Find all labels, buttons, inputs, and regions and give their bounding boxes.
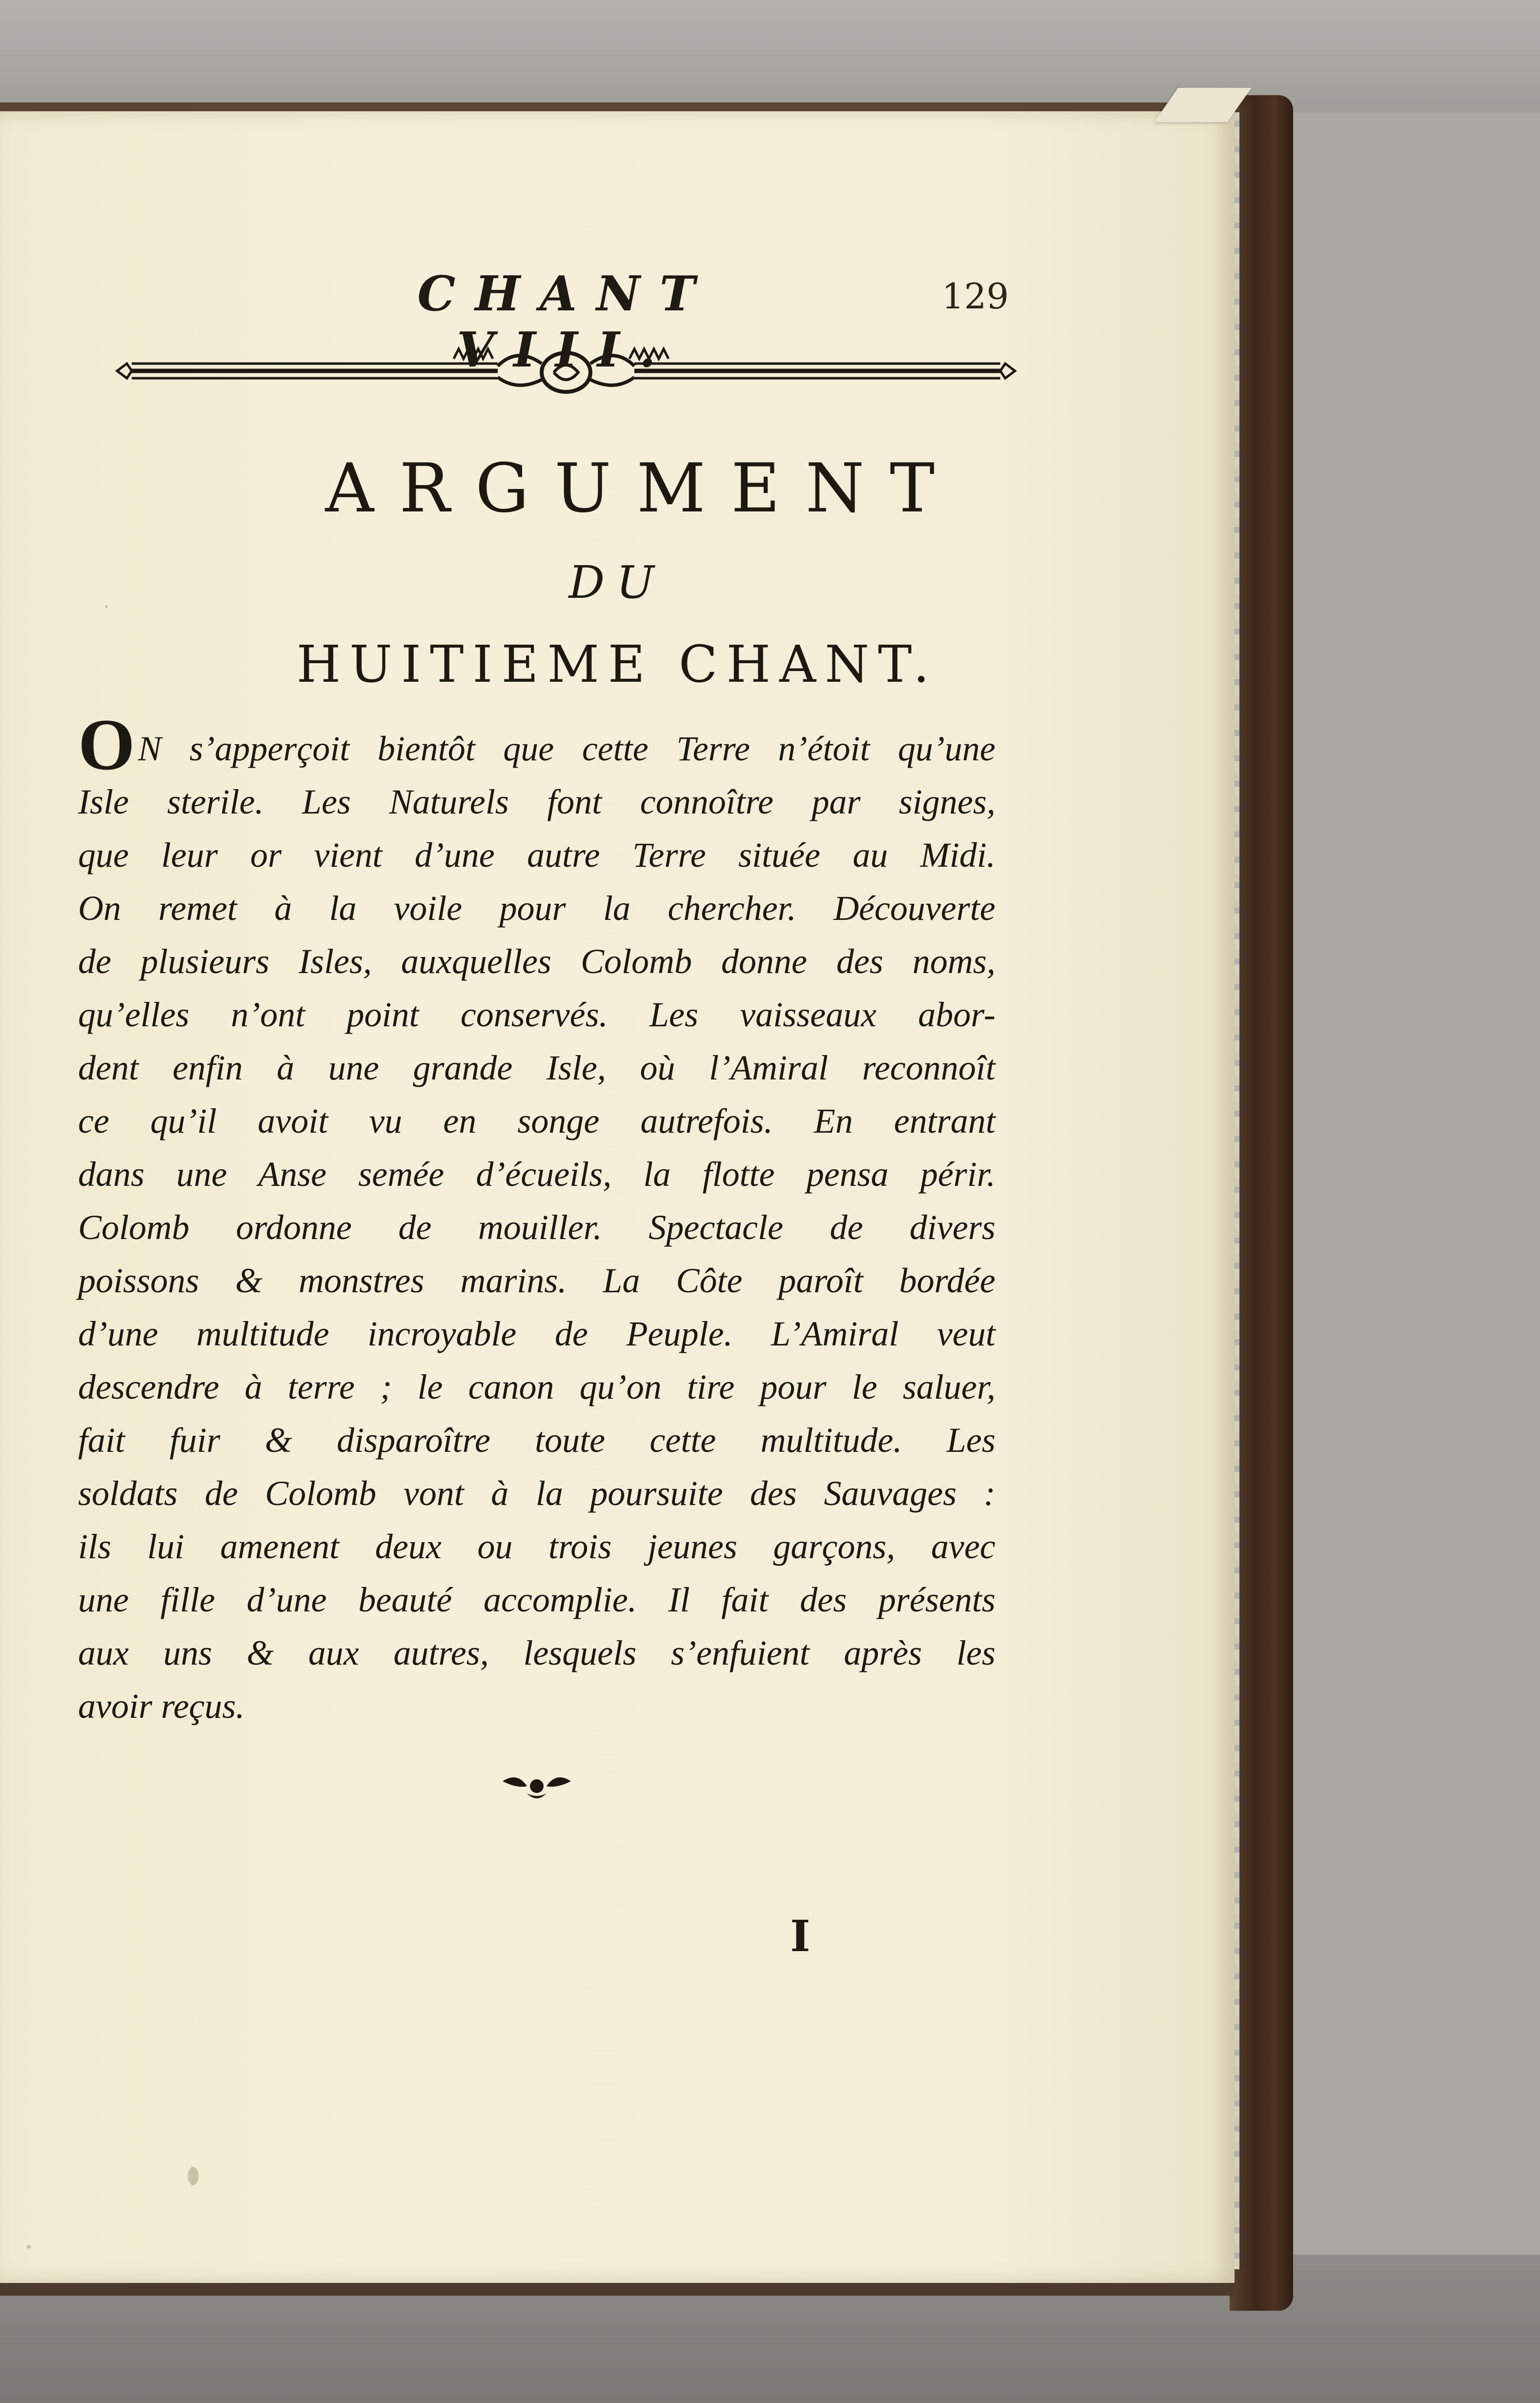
text-line: aux uns & aux autres, lesquels s’enfuient après les — [78, 1633, 995, 1672]
text-line: dans une Anse semée d’écueils, la flotte pensa périr. — [78, 1155, 995, 1194]
text-line: de plusieurs Isles, auxquelles Colomb donne des noms, — [78, 942, 995, 981]
text-line: On remet à la voile pour la chercher. Découverte — [78, 889, 995, 928]
text-line: qu’elles n’ont point conservés. Les vaisseaux abor- — [78, 995, 995, 1034]
text-line: Isle sterile. Les Naturels font connoître par signes, — [78, 782, 995, 821]
page-number: 129 — [942, 276, 1009, 317]
heading-du: DU — [568, 556, 666, 609]
paper-speck — [188, 2167, 199, 2185]
text-line: poissons & monstres marins. La Côte paroît bordée — [78, 1261, 995, 1300]
paper-speck — [27, 2245, 31, 2249]
text-line: Colomb ordonne de mouiller. Spectacle de divers — [78, 1208, 995, 1247]
text-line: descendre à terre ; le canon qu’on tire pour le saluer, — [78, 1367, 995, 1406]
argument-text — [78, 704, 995, 1733]
text-line: ce qu’il avoit vu en songe autrefois. En entrant — [78, 1101, 995, 1140]
scan-background-top — [0, 0, 1540, 112]
running-title: CHANT VIII. — [417, 266, 715, 378]
text-line-last: avoir reçus. — [78, 1687, 245, 1726]
text-line: que leur or vient d’une autre Terre située au Midi. — [78, 835, 995, 875]
text-line-1: ON s’apperçoit bientôt que cette Terre n’étoit qu’une — [78, 704, 995, 785]
text-line: ils lui amenent deux ou trois jeunes garçons, avec — [78, 1527, 995, 1566]
paper-speck — [105, 605, 108, 608]
ornamental-headband — [112, 344, 1020, 398]
heading-chant: HUITIEME CHANT. — [296, 634, 938, 694]
text-line: une fille d’une beauté accomplie. Il fait des présents — [78, 1580, 995, 1619]
text-line: dent enfin à une grande Isle, où l’Amiral reconnoît — [78, 1048, 995, 1087]
drop-cap: O — [78, 704, 135, 785]
text-line: soldats de Colomb vont à la poursuite des Sauvages : — [78, 1474, 995, 1513]
signature-mark: I — [790, 1911, 811, 1961]
text-line: d’une multitude incroyable de Peuple. L’Amiral veut — [78, 1314, 995, 1353]
fleuron-ornament — [498, 1767, 576, 1806]
heading-argument: ARGUMENT — [325, 449, 960, 528]
text-line: fait fuir & disparoître toute cette multitude. Les — [78, 1421, 995, 1460]
